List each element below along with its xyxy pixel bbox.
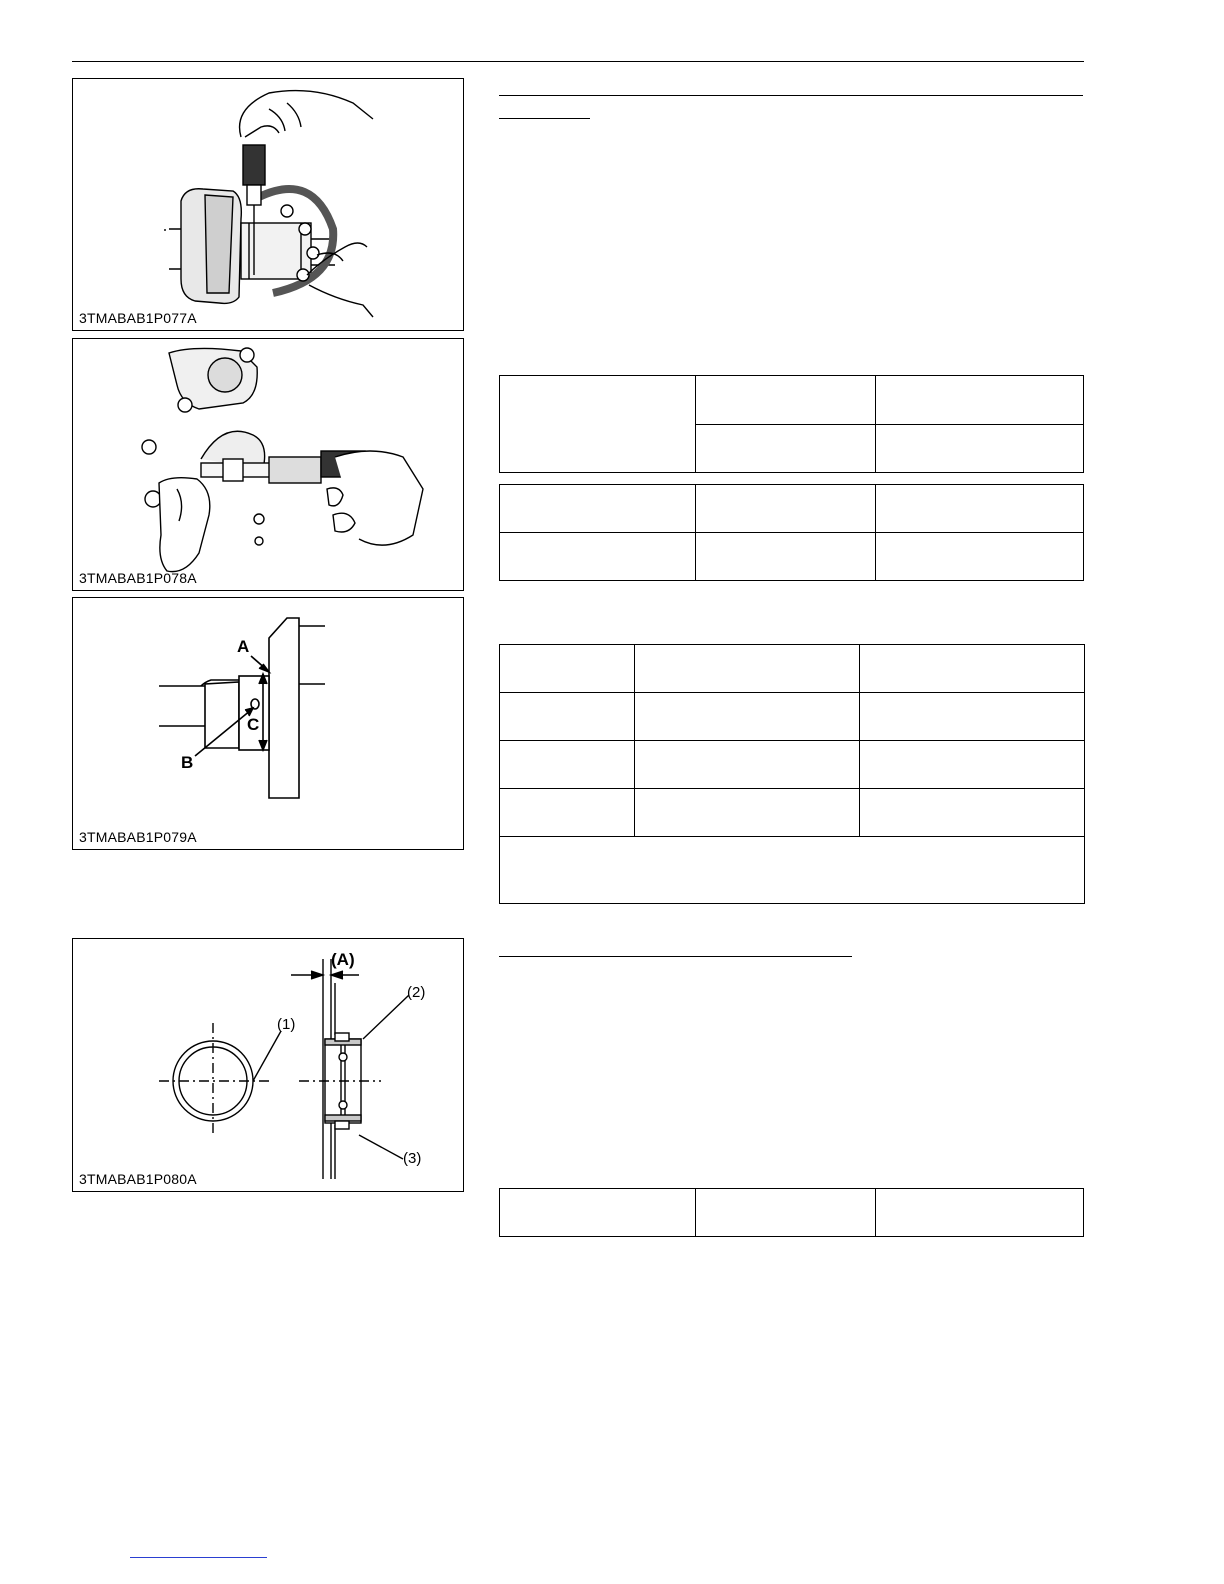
table-cell	[500, 533, 696, 581]
table-cell	[876, 1189, 1084, 1237]
table-cell	[500, 1189, 696, 1237]
undersize-table	[499, 644, 1085, 904]
header-rule	[72, 61, 1084, 62]
table-cell	[876, 485, 1084, 533]
table-cell	[635, 741, 860, 789]
table-row	[500, 485, 1084, 533]
spec-table-2	[499, 484, 1084, 581]
table-cell	[860, 741, 1085, 789]
label-part-1: (1)	[277, 1016, 296, 1033]
subheading-underline	[499, 956, 852, 957]
table-cell	[635, 645, 860, 693]
table-cell	[860, 645, 1085, 693]
figure-sleeve-diagram	[72, 938, 464, 1192]
heading-underline	[499, 118, 590, 119]
table-cell	[500, 645, 635, 693]
table-cell	[876, 424, 1084, 473]
spec-table-1	[499, 375, 1084, 473]
table-cell	[696, 376, 876, 425]
table-row	[500, 837, 1085, 904]
table-cell	[635, 789, 860, 837]
figure-caption: 3TMABAB1P080A	[79, 1171, 197, 1187]
table-cell	[500, 376, 696, 473]
table-cell	[876, 533, 1084, 581]
table-row	[500, 693, 1085, 741]
table-cell	[876, 376, 1084, 425]
inside-micrometer-drawing	[73, 339, 464, 591]
footer-link-underline[interactable]	[130, 1557, 267, 1558]
table-cell	[860, 693, 1085, 741]
label-b: B	[181, 753, 194, 772]
table-row	[500, 741, 1085, 789]
spec-table-4	[499, 1188, 1084, 1237]
table-cell	[696, 424, 876, 473]
figure-journal-diagram	[72, 597, 464, 850]
table-row	[500, 645, 1085, 693]
label-a: A	[237, 637, 250, 656]
figure-crankshaft-journal	[72, 78, 464, 331]
table-note-cell	[500, 837, 1085, 904]
label-part-3: (3)	[403, 1150, 422, 1167]
table-row	[500, 533, 1084, 581]
label-part-2: (2)	[407, 984, 426, 1001]
table-cell	[500, 485, 696, 533]
table-cell	[500, 741, 635, 789]
figure-bearing-measurement	[72, 338, 464, 591]
table-cell	[635, 693, 860, 741]
table-cell	[500, 789, 635, 837]
table-row	[500, 376, 1084, 425]
figure-caption: 3TMABAB1P077A	[79, 310, 197, 326]
crankshaft-micrometer-drawing	[73, 79, 464, 331]
figure-caption: 3TMABAB1P079A	[79, 829, 197, 845]
table-cell	[696, 1189, 876, 1237]
section-rule	[499, 95, 1083, 96]
table-row	[500, 789, 1085, 837]
table-cell	[696, 533, 876, 581]
figure-caption: 3TMABAB1P078A	[79, 570, 197, 586]
table-cell	[860, 789, 1085, 837]
table-cell	[500, 693, 635, 741]
table-cell	[696, 485, 876, 533]
journal-section-drawing	[73, 598, 464, 850]
table-row	[500, 1189, 1084, 1237]
label-dimension-a: (A)	[331, 950, 355, 969]
bushing-section-drawing	[73, 939, 464, 1192]
label-c: C	[247, 715, 260, 734]
